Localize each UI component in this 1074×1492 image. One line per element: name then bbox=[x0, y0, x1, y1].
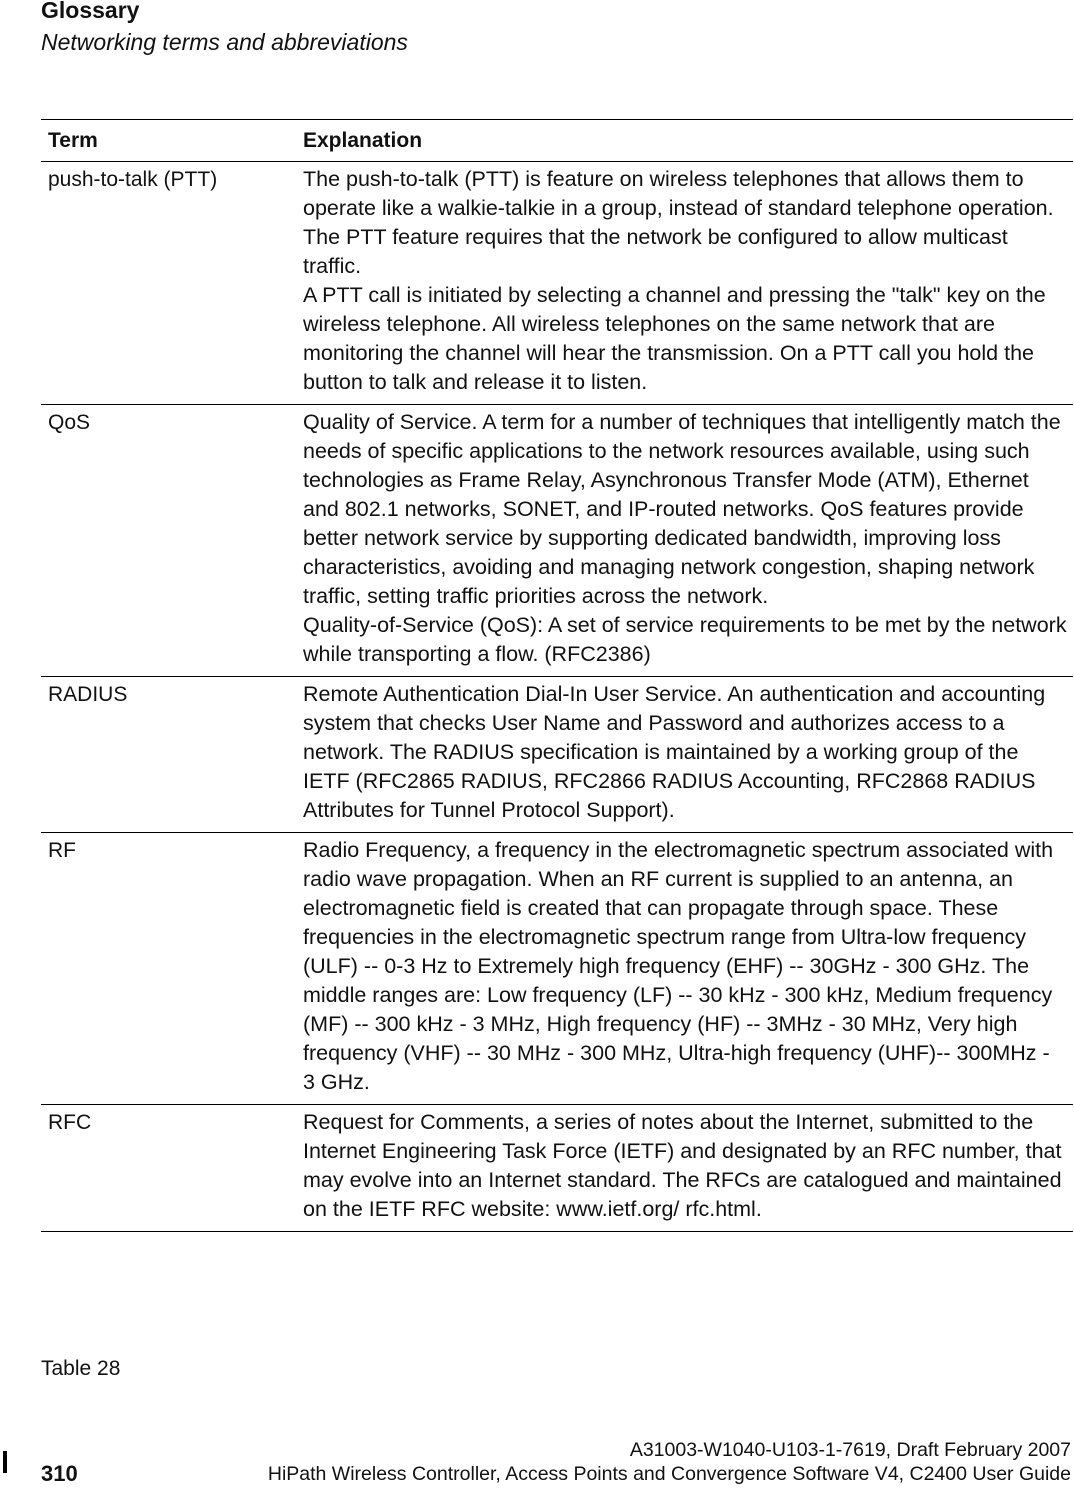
table-header-row bbox=[41, 119, 1073, 161]
explanation-cell bbox=[303, 165, 1073, 397]
term-cell: QoS bbox=[48, 411, 91, 434]
table-caption: Table 28 bbox=[41, 1357, 121, 1380]
explanation-paragraph: Remote Authentication Dial-In User Service. An authentication and accounting system that checks User Name and Password and authorizes access to a network. The RADIUS specification is maintained by a working group of the IETF (RFC2865 RADIUS, RFC2866 RADIUS Accounting, RFC2868 RADIUS Attributes for Tunnel Protocol Support). bbox=[303, 682, 1046, 822]
table-row bbox=[41, 404, 1073, 676]
table-bottom-rule bbox=[41, 1231, 1073, 1232]
change-bar bbox=[3, 1451, 7, 1473]
table-row bbox=[41, 832, 1073, 1104]
explanation-cell bbox=[303, 408, 1073, 669]
table-row bbox=[41, 161, 1073, 404]
page-number: 310 bbox=[41, 1461, 78, 1486]
term-cell: push-to-talk (PTT) bbox=[48, 168, 218, 191]
explanation-cell bbox=[303, 1108, 1073, 1224]
explanation-paragraph: Quality-of-Service (QoS): A set of service requirements to be met by the network while transporting a flow. (RFC2386) bbox=[303, 613, 1067, 666]
table-row bbox=[41, 676, 1073, 832]
page-subtitle: Networking terms and abbreviations bbox=[41, 29, 408, 55]
term-cell: RFC bbox=[48, 1111, 92, 1134]
explanation-paragraph: Request for Comments, a series of notes about the Internet, submitted to the Internet Engineering Task Force (IETF) and designated by an RFC number, that may evolve into an Internet standard. The RFCs are catalogued and maintained on the IETF RFC website: www.ietf.org/ rfc.html. bbox=[303, 1110, 1062, 1221]
table-row bbox=[41, 1104, 1073, 1231]
glossary-table bbox=[41, 119, 1073, 1232]
page-title: Glossary bbox=[41, 0, 140, 23]
footer-doc-id: A31003-W1040-U103-1-7619, Draft February 2007 bbox=[629, 1439, 1071, 1461]
explanation-cell bbox=[303, 836, 1073, 1097]
explanation-cell bbox=[303, 680, 1073, 825]
column-header-term: Term bbox=[48, 129, 98, 152]
term-cell: RF bbox=[48, 839, 76, 862]
explanation-paragraph: Radio Frequency, a frequency in the electromagnetic spectrum associated with radio wave propagation. When an RF current is supplied to an antenna, an electromagnetic field is created that can propagate through space. These frequencies in the electromagnetic spectrum range from Ultra-low frequency (ULF) -- 0-3 Hz to Extremely high frequency (EHF) -- 30GHz - 300 GHz. The middle ranges are: Low frequency (LF) -- 30 kHz - 300 kHz, Medium frequency (MF) -- 300 kHz - 3 MHz, High frequency (HF) -- 3MHz - 30 MHz, Very high frequency (VHF) -- 30 MHz - 300 MHz, Ultra-high frequency (UHF)-- 300MHz - 3 GHz. bbox=[303, 838, 1054, 1094]
explanation-paragraph: A PTT call is initiated by selecting a channel and pressing the "talk" key on the wireless telephone. All wireless telephones on the same network that are monitoring the channel will hear the transmission. On a PTT call you hold the button to talk and release it to listen. bbox=[303, 283, 1046, 394]
explanation-paragraph: The push-to-talk (PTT) is feature on wireless telephones that allows them to operate like a walkie-talkie in a group, instead of standard telephone operation. The PTT feature requires that the network be configured to allow multicast traffic. bbox=[303, 167, 1054, 278]
column-header-explanation: Explanation bbox=[303, 129, 423, 152]
footer-doc-title: HiPath Wireless Controller, Access Points and Convergence Software V4, C2400 User Guide bbox=[267, 1463, 1071, 1485]
term-cell: RADIUS bbox=[48, 683, 128, 706]
explanation-paragraph: Quality of Service. A term for a number of techniques that intelligently match the needs of specific applications to the network resources available, using such technologies as Frame Relay, Asynchronous Transfer Mode (ATM), Ethernet and 802.1 networks, SONET, and IP-routed networks. QoS features provide better network service by supporting dedicated bandwidth, improving loss characteristics, avoiding and managing network congestion, shaping network traffic, setting traffic priorities across the network. bbox=[303, 410, 1061, 608]
